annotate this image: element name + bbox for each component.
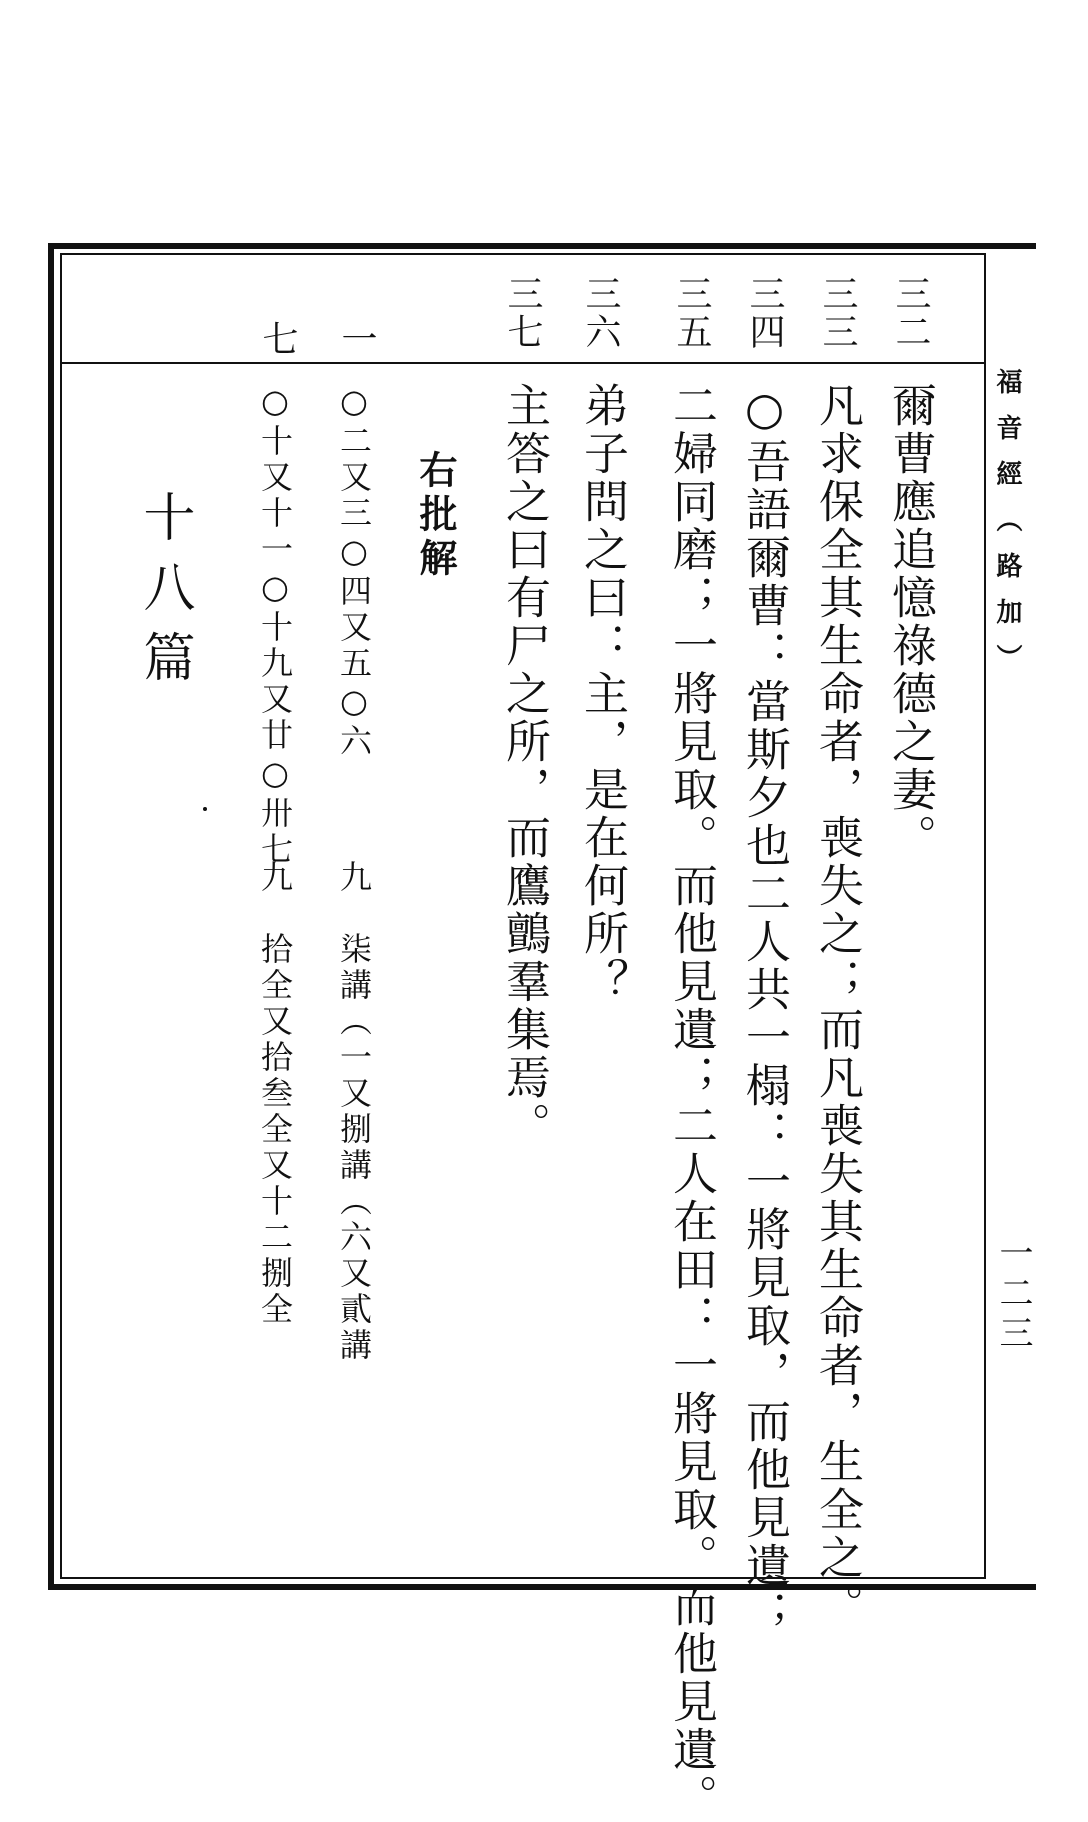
frame-top-outer-line [48, 243, 1036, 249]
frame-left-inner-line [60, 253, 62, 1579]
chapter-title: 十八篇 [134, 490, 194, 700]
verse-text: ○吾語爾曹：當斯夕也二人共一榻：一將見取，而他見遺； [738, 382, 791, 1638]
verse-number: 三五 [671, 275, 712, 351]
verse-text: 弟子問之曰：主，是在何所？ [576, 382, 629, 1006]
running-title: 福音經（路加） [992, 368, 1022, 690]
verse-text: 凡求保全其生命者，喪失之；而凡喪失其生命者，生全之。 [811, 382, 864, 1630]
notes-column-number: 一 [336, 320, 377, 358]
notes-heading: 右批解 [413, 450, 458, 582]
notes-reference-column: 九 柒講（一又捌講（六又貳講 [335, 860, 373, 1364]
verse-number: 三六 [580, 275, 621, 351]
notes-reference-column: ○十又十一○十九又廿○卅七 [256, 382, 294, 868]
frame-left-outer-line [48, 243, 54, 1590]
verse-number-divider [62, 362, 984, 364]
verse-number: 三七 [502, 275, 543, 351]
notes-reference-column: 九 拾全又拾叁全又十二捌全 [256, 860, 294, 1328]
verse-text: 主答之曰有尸之所，而鷹鸇羣集焉。 [498, 382, 551, 1150]
frame-top-inner-line [62, 253, 986, 255]
page-number: 一二三 [993, 1235, 1033, 1355]
verse-text: 二婦同磨；一將見取。而他見遺；二人在田：一將見取。而他見遺。 [665, 382, 718, 1822]
frame-bottom-outer-line [48, 1584, 1036, 1590]
frame-right-line [984, 253, 986, 1579]
verse-number: 三四 [744, 275, 785, 351]
verse-number: 三二 [890, 275, 931, 351]
verse-number: 三三 [817, 275, 858, 351]
notes-column-number: 七 [257, 320, 298, 358]
ink-dot [203, 807, 207, 811]
verse-text: 爾曹應追憶祿德之妻。 [884, 382, 937, 862]
notes-reference-column: ○二又三○四又五○六 [335, 382, 373, 760]
